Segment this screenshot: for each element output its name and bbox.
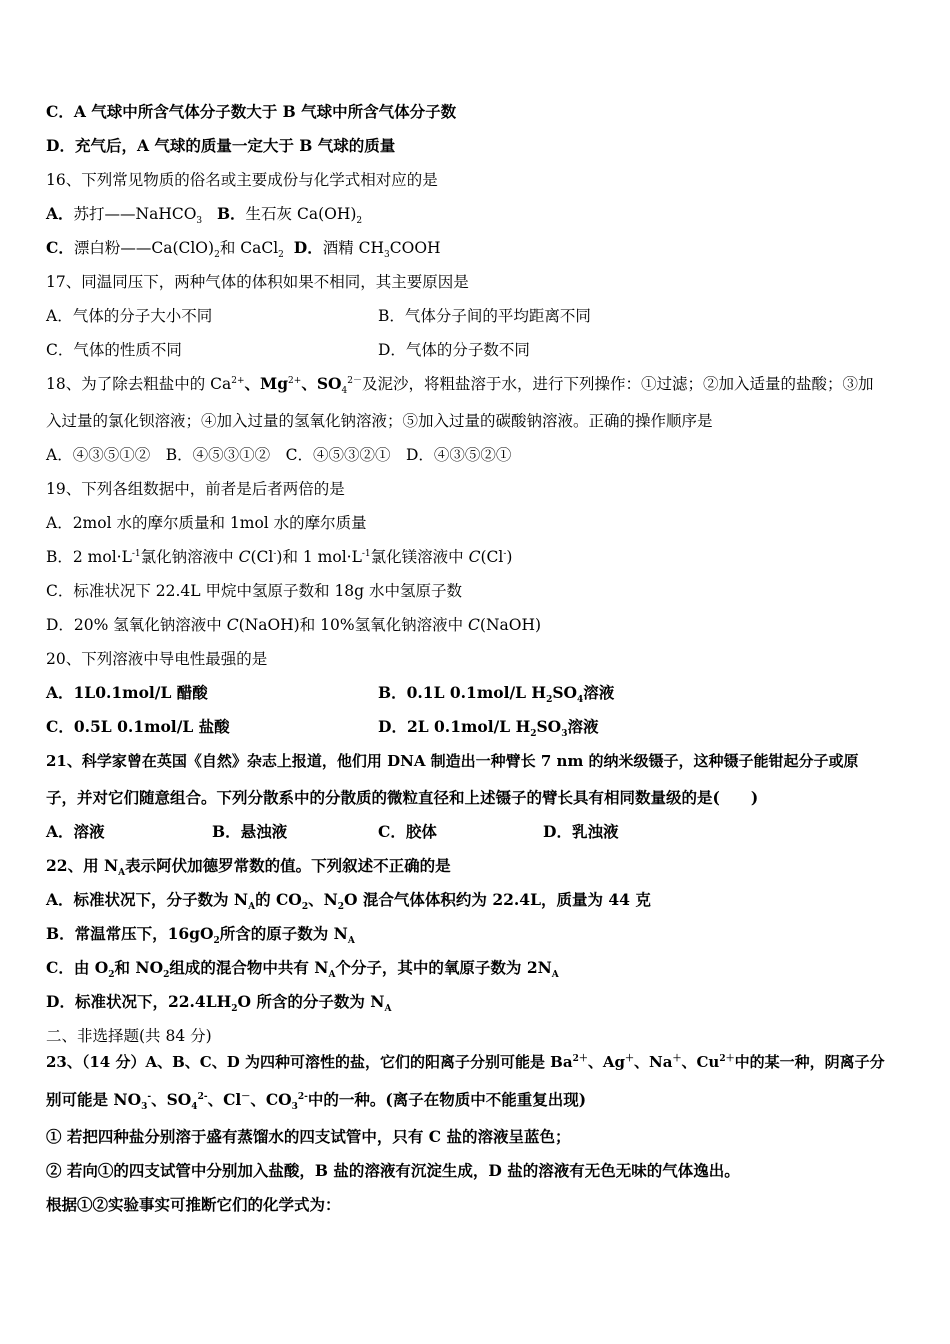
q23-stem-part1: 23、（14 分）A、B、C、D 为四种可溶性的盐，它们的阳离子分别可能是 Ba [46,1053,573,1071]
q17-option-b: B．气体分子间的平均距离不同 [378,307,591,325]
q19-b-sup4: - [503,548,507,559]
q23-no-sup: - [147,1091,152,1102]
q22-a-part2: 的 CO [255,890,302,909]
q23-na-sup: ＋ [672,1054,682,1064]
q23-na: 、Na [634,1053,673,1071]
q23-stem-part2: 中的某一种，阴离子分 [734,1053,885,1071]
q20-option-a: A．1L0.1mol/L 醋酸 [46,683,208,702]
q23-line2-part4: 、CO [250,1090,292,1109]
section-heading: 二、非选择题(共 84 分) [46,1027,212,1045]
q19-b-c2: C [468,548,481,566]
q23-ag: 、Ag [587,1053,625,1071]
q20-b-part1: B．0.1L 0.1mol/L H [378,683,547,702]
q22-c-sub4: A [551,970,559,981]
q22-stem-part2: 表示阿伏加德罗常数的值。下列叙述不正确的是 [125,856,451,875]
q23-stem-line2 [46,1090,587,1113]
q19-option-d [46,615,541,635]
q19-d-c: C [226,616,239,634]
q18-mg: 、Mg [244,374,289,393]
q16-d-label: D． [293,238,323,257]
q22-a-part3: 、N [308,890,338,909]
q18-stem-line1 [46,374,874,397]
q22-c-part4: 个分子，其中的氧原子数为 2N [335,958,552,977]
q19-b-sup1: -1 [131,548,141,559]
q18-mg-sup: 2+ [288,375,302,386]
q21-option-c: C．胶体 [378,822,437,841]
q22-d-sub2: A [384,1004,392,1015]
q23-so-sup: 2- [197,1091,208,1102]
q19-b-part6: (Cl [480,548,504,566]
q20-b-part2: SO [552,683,578,702]
q16-b-sub: 2 [356,216,363,227]
q23-ag-sup: ＋ [624,1054,634,1064]
q15-option-d: D．充气后，A 气球的质量一定大于 B 气球的质量 [46,136,396,155]
q16-c-text2: 和 CaCl [219,239,279,257]
q19-b-part5: 氯化镁溶液中 [370,548,469,566]
q22-b-sub1: 2 [213,936,220,947]
q22-option-b [46,924,355,947]
q18-stem-part2: 及泥沙，将粗盐溶于水，进行下列操作：①过滤；②加入适量的盐酸；③加 [362,375,874,393]
q16-options-ab [46,204,363,227]
q18-stem-line2: 入过量的氯化钡溶液；④加入过量的氢氧化钠溶液；⑤加入过量的碳酸钠溶液。正确的操作顺序是 [46,412,713,430]
q17-stem: 17、同温同压下，两种气体的体积如果不相同，其主要原因是 [46,273,469,291]
q23-line2-part2: 、SO [151,1090,192,1109]
q23-stem-line1 [46,1052,885,1072]
q17-option-d: D．气体的分子数不同 [378,341,530,359]
q23-line2-part5: 中的一种。(离子在物质中不能重复出现) [307,1090,587,1109]
q16-c-text1: 漂白粉——Ca(ClO) [73,239,215,257]
q16-c-sub2: 2 [278,250,284,261]
q23-no-sub: 3 [141,1102,148,1113]
q22-c-sub2: 2 [163,970,170,981]
q20-stem: 20、下列溶液中导电性最强的是 [46,650,268,668]
q19-d-part3: (NaOH) [479,616,542,634]
q19-d-part2: (NaOH)和 10%氢氧化钠溶液中 [238,616,469,634]
q23-condition-2: ② 若向①的四支试管中分别加入盐酸，B 盐的溶液有沉淀生成，D 盐的溶液有无色无味的气体逸出。 [46,1161,740,1180]
q18-ca-sup: 2+ [231,375,245,386]
q16-a-sub: 3 [196,216,203,227]
q23-cl-sup: － [241,1091,251,1102]
q22-a-part1: A．标准状况下，分子数为 N [46,890,249,909]
q20-d-sub1: 2 [530,729,537,740]
q20-d-part3: 溶液 [567,717,599,736]
q20-b-sub1: 2 [546,695,553,706]
q19-b-c: C [238,548,251,566]
q19-d-c2: C [468,616,480,634]
q19-b-part3: (Cl [250,548,274,566]
q20-option-d [378,717,599,740]
q21-option-a: A．溶液 [46,822,105,841]
q22-c-sub1: 2 [108,970,115,981]
q23-line2-part3: 、Cl [207,1090,242,1109]
q23-cu-sup: 2＋ [719,1054,735,1064]
q19-option-a: A．2mol 水的摩尔质量和 1mol 水的摩尔质量 [46,514,367,532]
q16-d-text2: COOH [389,239,441,257]
q16-a-text: 苏打——NaHCO [73,205,197,223]
q16-c-label: C． [46,238,74,257]
q23-ba-sup: 2＋ [572,1054,588,1064]
q23-condition-1: ① 若把四种盐分别溶于盛有蒸馏水的四支试管中，只有 C 盐的溶液呈蓝色； [46,1127,571,1146]
q20-d-sub2: 3 [561,729,568,740]
q16-c-sub1: 2 [214,250,220,261]
q22-c-part3: 组成的混合物中共有 N [169,958,329,977]
q17-option-c: C．气体的性质不同 [46,341,182,359]
q21-stem-line2: 子，并对它们随意组合。下列分散系中的分散质的微粒直径和上述镊子的臂长具有相同数量级的是( ) [46,788,759,807]
q20-b-part3: 溶液 [583,683,615,702]
q22-option-d [46,992,392,1015]
q19-b-part4: )和 1 mol·L [276,548,362,566]
q16-b-text: 生石灰 Ca(OH) [245,205,357,223]
q22-a-sub1: A [248,902,256,913]
q16-a-label: A． [46,204,74,223]
q20-option-b [378,683,615,706]
q20-d-part2: SO [536,717,562,736]
q22-stem-sub: A [118,868,126,879]
q22-stem [46,856,451,879]
q22-a-part4: O 混合气体体积约为 22.4L，质量为 44 克 [344,890,651,909]
q22-d-part1: D．标准状况下，22.4LH [46,992,232,1011]
q19-b-part2: 氯化钠溶液中 [140,548,239,566]
q22-d-sub1: 2 [231,1004,238,1015]
q16-b-label: B． [216,204,246,223]
q22-c-part2: 和 NO [114,958,164,977]
q20-b-sub2: 4 [577,695,584,706]
q16-options-cd [46,238,441,261]
q21-option-d: D．乳浊液 [543,822,619,841]
q18-stem-part1: 18、为了除去粗盐中的 Ca [46,375,232,393]
q22-b-part2: 所含的原子数为 N [219,924,348,943]
q22-stem-part1: 22、用 N [46,856,119,875]
q22-a-sub2: 2 [301,902,309,913]
q22-d-part2: O 所含的分子数为 N [237,992,385,1011]
q19-b-sup3: -1 [361,548,371,559]
q19-b-part1: B．2 mol·L [46,548,132,566]
q19-d-part1: D．20% 氢氧化钠溶液中 [46,616,227,634]
q16-d-sub: 3 [384,250,390,261]
q22-b-part1: B．常温常压下，16gO [46,924,214,943]
q22-a-sub3: 2 [337,902,345,913]
q15-option-c: C．A 气球中所含气体分子数大于 B 气球中所含气体分子数 [46,102,457,121]
q21-option-b: B．悬浊液 [212,822,288,841]
q22-option-c [46,958,559,981]
q22-option-a [46,890,651,913]
q22-c-part1: C．由 O [46,958,109,977]
q19-option-b [46,547,512,567]
q22-c-sub3: A [328,970,336,981]
q18-options: A．④③⑤①② B．④⑤③①② C．④⑤③②① D．④③⑤②① [46,446,512,464]
q23-co-sub: 3 [291,1102,298,1113]
q19-b-part7: ) [506,548,513,566]
q17-option-a: A．气体的分子大小不同 [46,307,213,325]
q18-so-sub: 4 [341,386,348,397]
q23-cu: 、Cu [681,1053,720,1071]
q19-b-sup2: - [273,548,277,559]
q18-so-sup: 2－ [347,375,362,386]
q22-b-sub2: A [347,936,355,947]
q20-option-c: C．0.5L 0.1mol/L 盐酸 [46,717,230,736]
q23-line2-part1: 别可能是 NO [46,1090,142,1109]
q19-option-c: C．标准状况下 22.4L 甲烷中氢原子数和 18g 水中氢原子数 [46,582,463,600]
q16-d-text: 酒精 CH [322,239,385,257]
q21-stem-line1: 21、科学家曾在英国《自然》杂志上报道，他们用 DNA 制造出一种臂长 7 nm 的纳米级镊子，这种镊子能钳起分子或原 [46,752,859,770]
q16-stem: 16、下列常见物质的俗名或主要成份与化学式相对应的是 [46,171,438,189]
q20-d-part1: D．2L 0.1mol/L H [378,717,531,736]
q23-conclusion: 根据①②实验事实可推断它们的化学式为： [46,1195,341,1214]
q23-co-sup: 2- [297,1091,308,1102]
q18-so: 、SO [301,374,342,393]
q23-so-sub: 4 [191,1102,198,1113]
q19-stem: 19、下列各组数据中，前者是后者两倍的是 [46,480,345,498]
